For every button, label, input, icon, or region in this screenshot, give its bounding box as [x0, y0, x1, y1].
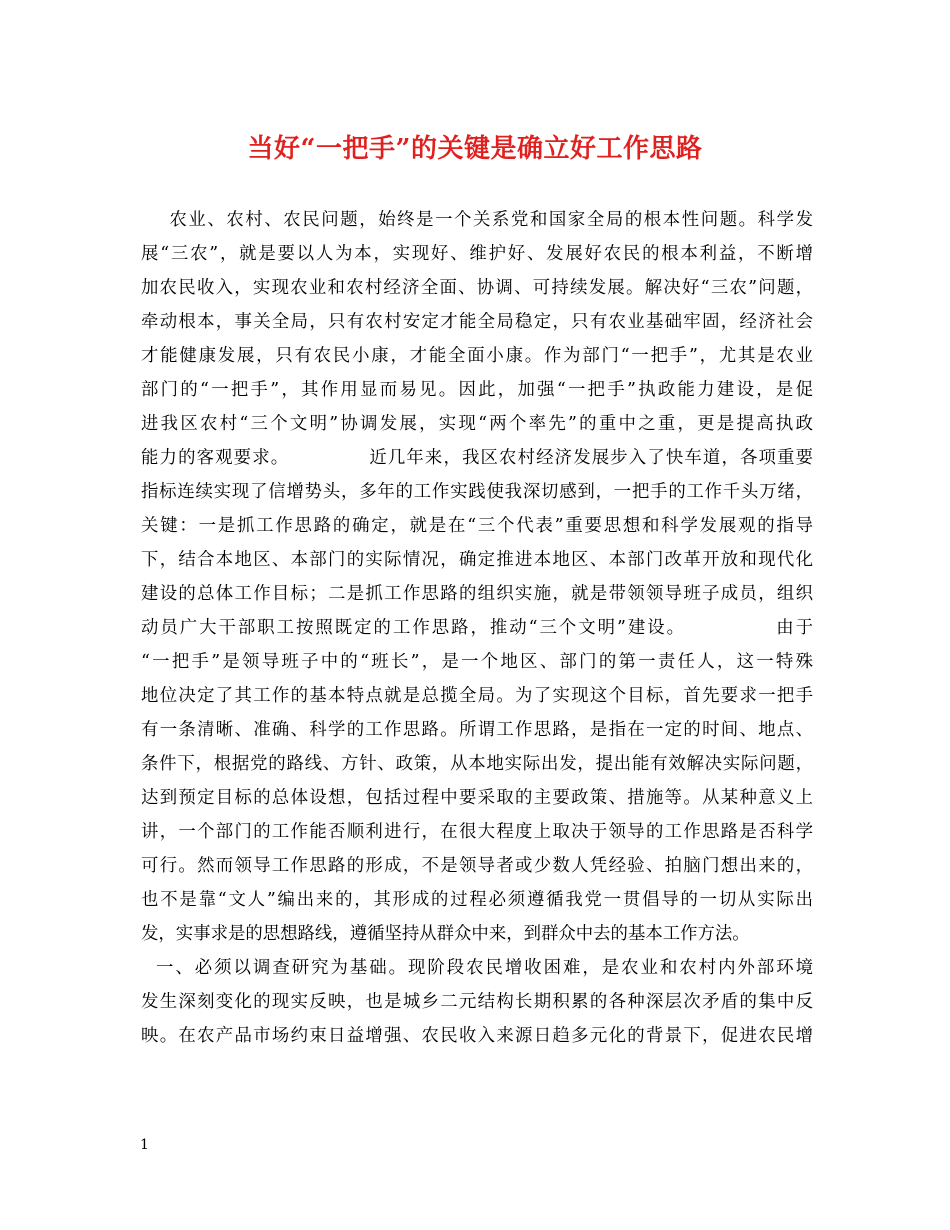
body-line: 发，实事求是的思想路线，遵循坚持从群众中来，到群众中去的基本工作方法。	[141, 924, 750, 944]
body-line: 条件下，根据党的路线、方针、政策，从本地实际出发，提出能有效解决实际问题，	[141, 754, 813, 774]
body-line: 讲，一个部门的工作能否顺利进行，在很大程度上取决于领导的工作思路是否科学	[141, 822, 813, 842]
body-line: 下，结合本地区、本部门的实际情况，确定推进本地区、本部门改革开放和现代化	[141, 550, 813, 570]
body-line: 能力的客观要求。 近几年来，我区农村经济发展步入了快车道，各项重要	[141, 448, 813, 468]
body-line: 进我区农村“三个文明”协调发展，实现“两个率先”的重中之重，更是提高执政	[141, 414, 813, 434]
body-line: 展“三农”，就是要以人为本，实现好、维护好、发展好农民的根本利益，不断增	[141, 244, 813, 264]
body-line: 也不是靠“文人”编出来的，其形成的过程必须遵循我党一贯倡导的一切从实际出	[141, 890, 813, 910]
body-line: 指标连续实现了信增势头，多年的工作实践使我深切感到，一把手的工作千头万绪，	[141, 482, 813, 502]
body-line: 部门的“一把手”，其作用显而易见。因此，加强“一把手”执政能力建设，是促	[141, 380, 813, 400]
document-title: 当好“一把手”的关键是确立好工作思路	[247, 134, 703, 164]
body-line: 关键：一是抓工作思路的确定，就是在“三个代表”重要思想和科学发展观的指导	[141, 516, 813, 536]
body-line: 映。在农产品市场约束日益增强、农民收入来源日趋多元化的背景下，促进农民增	[141, 1026, 813, 1046]
body-line: 可行。然而领导工作思路的形成，不是领导者或少数人凭经验、拍脑门想出来的，	[141, 856, 813, 876]
body-line: 动员广大干部职工按照既定的工作思路，推动“三个文明”建设。 由于	[141, 618, 813, 638]
body-line: 建设的总体工作目标；二是抓工作思路的组织实施，就是带领领导班子成员，组织	[141, 584, 813, 604]
body-line: 有一条清晰、准确、科学的工作思路。所谓工作思路，是指在一定的时间、地点、	[141, 720, 813, 740]
body-line: 地位决定了其工作的基本特点就是总揽全局。为了实现这个目标，首先要求一把手	[141, 686, 813, 706]
body-line: 加农民收入，实现农业和农村经济全面、协调、可持续发展。解决好“三农”问题，	[141, 278, 813, 298]
body-line: 才能健康发展，只有农民小康，才能全面小康。作为部门“一把手”，尤其是农业	[141, 346, 813, 366]
body-line: 牵动根本，事关全局，只有农村安定才能全局稳定，只有农业基础牢固，经济社会	[141, 312, 813, 332]
body-line: “一把手”是领导班子中的“班长”，是一个地区、部门的第一责任人，这一特殊	[141, 652, 813, 672]
body-line: 农业、农村、农民问题，始终是一个关系党和国家全局的根本性问题。科学发	[141, 210, 813, 230]
document-body	[141, 203, 813, 1053]
page-number: 1	[140, 1137, 149, 1153]
body-line: 达到预定目标的总体设想，包括过程中要采取的主要政策、措施等。从某种意义上	[141, 788, 813, 808]
body-line: 发生深刻变化的现实反映，也是城乡二元结构长期积累的各种深层次矛盾的集中反	[141, 992, 813, 1012]
body-line: 一、必须以调查研究为基础。现阶段农民增收困难，是农业和农村内外部环境	[141, 958, 813, 978]
